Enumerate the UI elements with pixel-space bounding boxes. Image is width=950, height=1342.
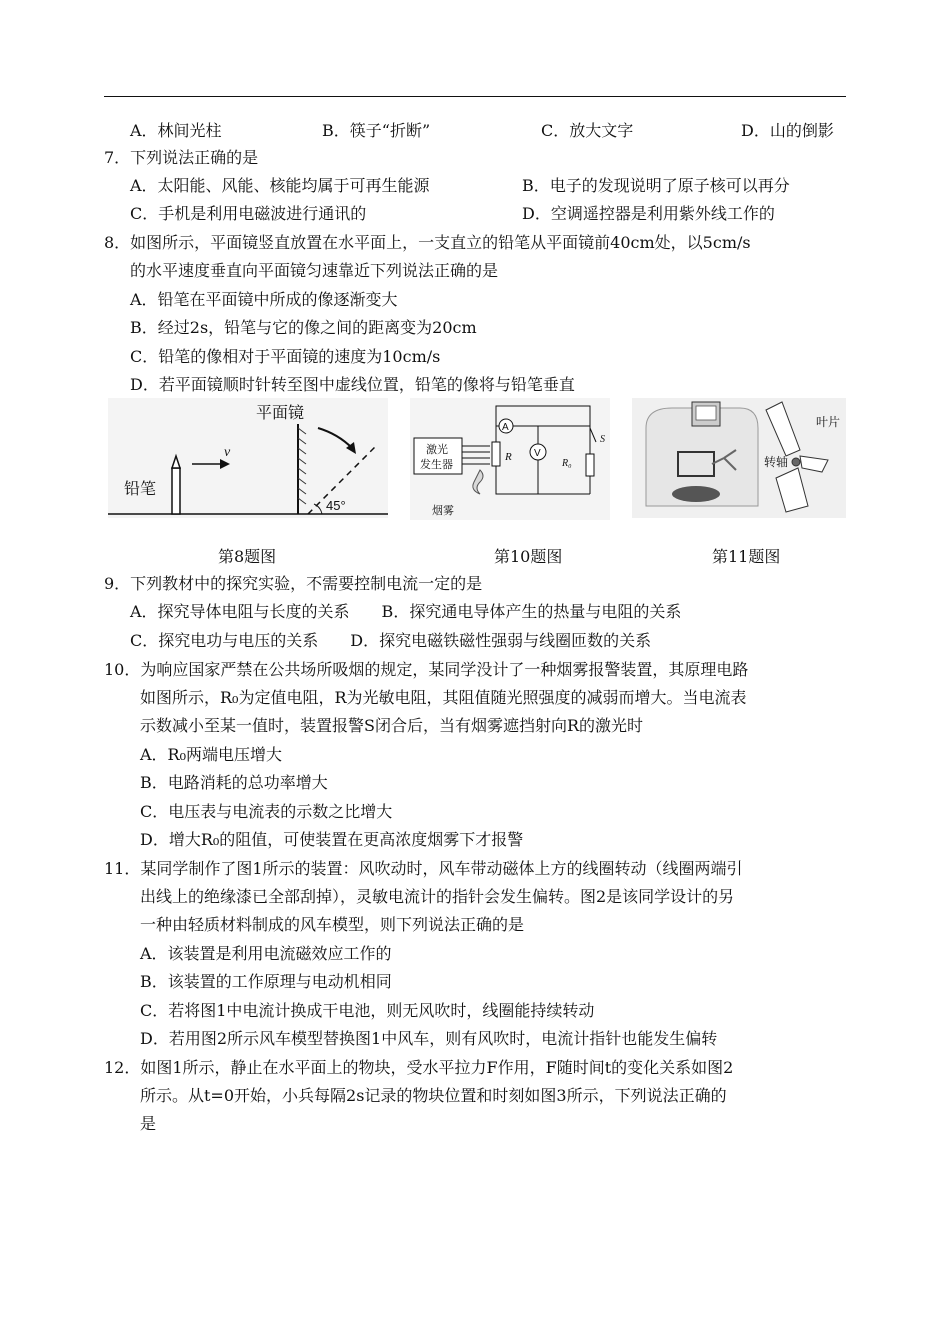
q7-option-c: C．手机是利用电磁波进行通讯的 (130, 204, 367, 223)
fig10-voltmeter-label: V (534, 448, 541, 459)
q9-options-cd: C．探究电功与电压的关系 D．探究电磁铁磁性强弱与线圈匝数的关系 (130, 631, 652, 650)
q11-option-b: B．该装置的工作原理与电动机相同 (140, 972, 392, 991)
q11-stem-line2: 出线上的绝缘漆已全部刮掉），灵敏电流计的指针会发生偏转。图2是该同学设计的另 (140, 887, 735, 906)
fig8-angle-label: 45° (326, 498, 346, 513)
fig10-ammeter-label: A (502, 422, 509, 433)
fig8-mirror-label: 平面镜 (256, 405, 305, 422)
fig11-blade-label: 叶片 (816, 415, 841, 429)
q10-stem-line1: 10．为响应国家严禁在公共场所吸烟的规定，某同学没计了一种烟雾报警装置，其原理电路 (104, 660, 749, 679)
q8-option-c: C．铅笔的像相对于平面镜的速度为10cm/s (130, 347, 441, 366)
figure-11-windmill-generator (632, 398, 846, 518)
q11-stem-line3: 一种由轻质材料制成的风车模型，则下列说法正确的是 (140, 915, 525, 934)
q6-option-d: D．山的倒影 (741, 121, 834, 140)
q11-option-d: D．若用图2所示风车模型替换图1中风车，则有风吹时，电流计指针也能发生偏转 (140, 1029, 718, 1048)
header-rule (104, 96, 846, 97)
fig8-pencil-label: 铅笔 (124, 481, 157, 498)
q10-stem-line3: 示数减小至某一值时，装置报警S闭合后，当有烟雾遮挡射向R的激光时 (140, 716, 644, 735)
figure-8-mirror-pencil (108, 398, 388, 518)
q7-option-b: B．电子的发现说明了原子核可以再分 (522, 176, 790, 195)
caption-fig-10: 第10题图 (494, 547, 563, 566)
q8-option-b: B．经过2s，铅笔与它的像之间的距离变为20cm (130, 318, 477, 337)
fig10-switch-label: S (600, 434, 605, 445)
figure-10-smoke-alarm-circuit (410, 398, 610, 520)
q10-stem-line2: 如图所示，R₀为定值电阻，R为光敏电阻，其阻值随光照强度的减弱而增大。当电流表 (140, 688, 747, 707)
fig10-laser-label2: 发生器 (420, 459, 453, 471)
q11-option-a: A．该装置是利用电流磁效应工作的 (140, 944, 392, 963)
q7-option-a: A．太阳能、风能、核能均属于可再生能源 (130, 176, 430, 195)
fig10-smoke-label: 烟雾 (432, 505, 454, 517)
q10-option-d: D．增大R₀的阻值，可使装置在更高浓度烟雾下才报警 (140, 830, 524, 849)
fig11-axis-label: 转轴 (764, 455, 789, 469)
q11-stem-line1: 11．某同学制作了图1所示的装置：风吹动时，风车带动磁体上方的线圈转动（线圈两端引 (104, 859, 743, 878)
q8-option-a: A．铅笔在平面镜中所成的像逐渐变大 (130, 290, 398, 309)
q12-stem-line2: 所示。从t=0开始，小兵每隔2s记录的物块位置和时刻如图3所示，下列说法正确的 (140, 1086, 727, 1105)
q12-stem-line1: 12．如图1所示，静止在水平面上的物块，受水平拉力F作用，F随时间t的变化关系如图2 (104, 1058, 734, 1077)
fig8-velocity-label: v (224, 445, 231, 460)
q10-option-b: B．电路消耗的总功率增大 (140, 773, 328, 792)
caption-fig-8: 第8题图 (218, 547, 277, 566)
q6-option-c: C．放大文字 (541, 121, 634, 140)
q6-option-b: B．筷子“折断” (322, 121, 431, 140)
q11-option-c: C．若将图1中电流计换成干电池，则无风吹时，线圈能持续转动 (140, 1001, 595, 1020)
q10-option-c: C．电压表与电流表的示数之比增大 (140, 802, 393, 821)
q6-option-a: A．林间光柱 (130, 121, 222, 140)
q7-stem: 7．下列说法正确的是 (104, 148, 259, 167)
q12-stem-line3: 是 (140, 1114, 157, 1133)
fig10-r-label: R (505, 451, 512, 463)
fig10-r0-label: R₀ (562, 458, 572, 469)
q9-stem: 9．下列教材中的探究实验，不需要控制电流一定的是 (104, 574, 483, 593)
fig10-laser-label1: 激光 (426, 444, 448, 456)
q9-options-ab: A．探究导体电阻与长度的关系 B．探究通电导体产生的热量与电阻的关系 (130, 602, 682, 621)
caption-fig-11: 第11题图 (712, 547, 781, 566)
q7-option-d: D．空调遥控器是利用紫外线工作的 (522, 204, 775, 223)
q8-stem-line1: 8．如图所示，平面镜竖直放置在水平面上，一支直立的铅笔从平面镜前40cm处，以5cm/s (104, 233, 751, 252)
q8-stem-line2: 的水平速度垂直向平面镜匀速靠近下列说法正确的是 (130, 261, 499, 280)
q8-option-d: D．若平面镜顺时针转至图中虚线位置，铅笔的像将与铅笔垂直 (130, 375, 575, 394)
q10-option-a: A．R₀两端电压增大 (140, 745, 283, 764)
